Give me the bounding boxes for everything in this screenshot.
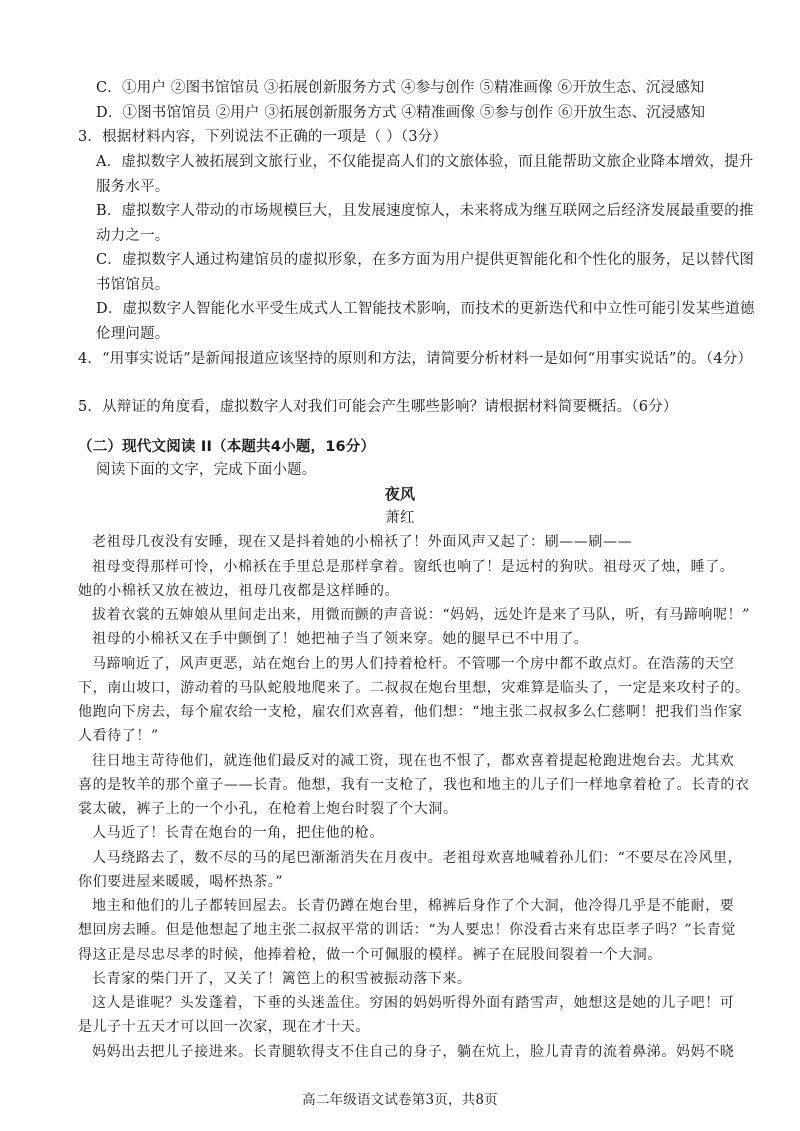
q3-stem: 3．根据材料内容，下列说法不正确的一项是（ ）（3分） [78,129,448,145]
story-line: 人马近了！长青在炮台的一角，把住他的枪。 [92,825,384,841]
story-line: 他跑向下房去，每个雇农给一支枪，雇农们欢喜着，他们想：“地主张二叔叔多么仁慈啊！把我们当作家 [78,704,743,720]
q3-option-d-cont: 伦理问题。 [96,326,170,342]
q2-option-d: D．①图书馆馆员 ②用户 ③拓展创新服务方式 ④精准画像 ⑤参与创作 ⑥开放生态、沉浸感知 [96,105,706,121]
q3-option-a-cont: 服务水平。 [96,179,170,195]
section-instruction: 阅读下面的文字，完成下面小题。 [96,462,317,478]
story-line: 往日地主苛待他们，就连他们最反对的减工资，现在也不恨了，都欢喜着提起枪跑进炮台去。尤其欢 [92,753,735,769]
section-heading: （二）现代文阅读 II（本题共4小题，16分） [78,439,376,455]
story-line: 她的小棉袄又放在被边，祖母几夜都是这样睡的。 [78,583,400,599]
q3-option-b-cont: 动力之一。 [96,228,170,244]
story-line: 这人是谁呢？头发蓬着，下垂的头迷盖住。穷困的妈妈听得外面有踏雪声，她想这是她的儿子吧！可 [92,995,735,1011]
story-line: 祖母变得那样可怜，小棉袄在手里总是那样拿着。窗纸也响了！是远村的狗吠。祖母灭了烛，睡了。 [92,559,735,575]
story-line: 祖母的小棉袄又在手中颤倒了！她把袖子当了领来穿。她的腿早已不中用了。 [92,631,589,647]
q3-option-d: D．虚拟数字人智能化水平受生成式人工智能技术影响，而技术的更新迭代和中立性可能引发某些道德 [96,301,755,317]
q3-option-c-cont: 书馆馆员。 [96,277,170,293]
story-line: 喜的是牧羊的那个童子——长青。他想，我有一支枪了，我也和地主的儿子们一样地拿着枪了。长青的衣 [78,777,750,793]
story-line: 想回房去睡。但是他想起了地主张二叔叔平常的训话：“为人要忠！你没看古来有忠臣孝子吗？”长青觉 [78,922,736,938]
story-line: 得这正是尽忠尽孝的时候，他捧着枪，做一个可佩服的模样。裤子在屁股间裂着一个大洞。 [78,947,662,963]
story-author: 萧红 [385,510,415,526]
story-line: 地主和他们的儿子都转回屋去。长青仍蹲在炮台里，棉裤后身作了个大洞，他冷得几乎是不能耐，要 [92,898,735,914]
story-line: 你们要进屋来暖暖，喝杯热茶。” [78,874,284,890]
page-footer: 高二年级语文试卷第3页，共8页 [302,1092,498,1108]
story-line: 马蹄响近了，风声更恶，站在炮台上的男人们持着枪杆。不管哪一个房中都不敢点灯。在浩荡的天空 [92,656,735,672]
story-line: 拔着衣裳的五婶娘从里间走出来，用微而颤的声音说：“妈妈，远处许是来了马队，听，有马蹄响呢！” [92,607,750,623]
q3-option-c: C．虚拟数字人通过构建馆员的虚拟形象，在多方面为用户提供更智能化和个性化的服务，足以替代图 [96,252,755,268]
story-line: 老祖母几夜没有安睡，现在又是抖着她的小棉袄了！外面风声又起了：刷——刷—— [92,534,633,550]
story-line: 人马绕路去了，数不尽的马的尾巴渐渐消失在月夜中。老祖母欢喜地喊着孙儿们：“不要尽在冷风里， [92,850,743,866]
story-line: 下，南山坡口，游动着的马队蛇般地爬来了。二叔叔在炮台里想，灾难算是临头了，一定是来攻村子的。 [78,680,750,696]
q5-stem: 5．从辩证的角度看，虚拟数字人对我们可能会产生哪些影响？请根据材料简要概括。（6分） [78,399,678,415]
story-title: 夜风 [384,485,416,503]
q4-stem: 4．“用事实说话”是新闻报道应该坚持的原则和方法，请简要分析材料一是如何“用事实说话”的。（4分） [78,351,753,367]
story-line: 妈妈出去把儿子接进来。长青腿软得支不住自己的身子，躺在炕上，脸儿青青的流着鼻涕。妈妈不晓 [92,1044,735,1060]
q3-option-a: A．虚拟数字人被拓展到文旅行业，不仅能提高人们的文旅体验，而且能帮助文旅企业降本增效，提升 [96,154,754,170]
story-line: 裳太破，裤子上的一个小孔，在枪着上炮台时裂了个大洞。 [78,801,458,817]
story-line: 长青家的柴门开了，又关了！篱笆上的积雪被振动落下来。 [92,971,472,987]
story-line: 人看待了！” [78,728,159,744]
q2-option-c: C．①用户 ②图书馆馆员 ③拓展创新服务方式 ④参与创作 ⑤精准画像 ⑥开放生态、沉浸感知 [96,80,705,96]
q3-option-b: B．虚拟数字人带动的市场规模巨大，且发展速度惊人，未来将成为继互联网之后经济发展最重要的推 [96,203,754,219]
story-line: 是儿子十五天才可以回一次家，现在才十天。 [78,1019,370,1035]
